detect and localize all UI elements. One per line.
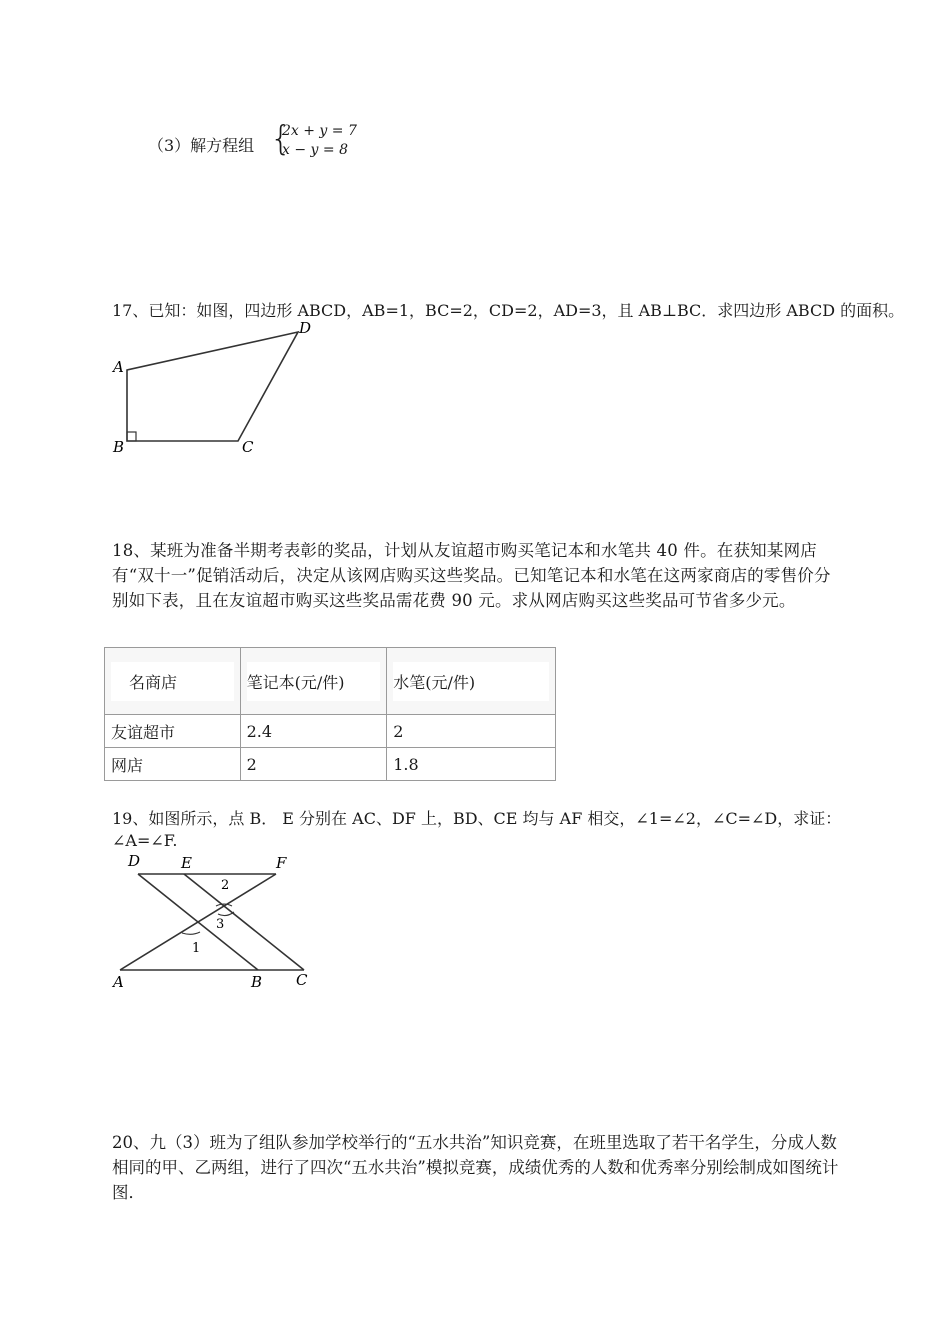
label-angle-2: 2 (221, 878, 230, 893)
question-17-text: 17、已知：如图，四边形 ABCD，AB=1，BC=2，CD=2，AD=3，且 AB⊥BC．求四边形 ABCD 的面积。 (112, 301, 905, 320)
label-a: A (113, 973, 124, 991)
header-notebook: 笔记本(元/件) (240, 648, 387, 715)
equation-2: x − y = 8 (282, 142, 348, 158)
label-f: F (276, 854, 287, 872)
cell-store: 友谊超市 (105, 715, 241, 748)
label-d: D (299, 319, 312, 337)
label-b: B (251, 973, 263, 991)
label-a: A (113, 358, 124, 376)
label-d: D (128, 852, 141, 870)
label-c: C (242, 438, 254, 456)
prices-table (104, 647, 556, 781)
cell-store: 网店 (105, 748, 241, 781)
equation-1: 2x + y = 7 (282, 123, 357, 139)
question-20-text: 20、九（3）班为了组队参加学校举行的“五水共治”知识竞赛，在班里选取了若干名学生，分成人数相同的甲、乙两组，进行了四次“五水共治”模拟竞赛，成绩优秀的人数和优秀率分别绘制成如图统计图． (112, 1133, 839, 1202)
header-pen: 水笔(元/件) (387, 648, 556, 715)
label-angle-1: 1 (192, 941, 201, 956)
q3-label: （3）解方程组 (148, 136, 255, 155)
parallel-lines-figure (108, 850, 328, 995)
label-e: E (181, 854, 192, 872)
quadrilateral-figure (108, 318, 328, 463)
cell-notebook: 2.4 (240, 715, 387, 748)
cell-pen: 1.8 (387, 748, 556, 781)
question-19-text: 19、如图所示，点 B． E 分别在 AC、DF 上，BD、CE 均与 AF 相交，∠1=∠2，∠C=∠D，求证： (112, 809, 842, 828)
question-18-text: 18、某班为准备半期考表彰的奖品，计划从友谊超市购买笔记本和水笔共 40 件。在获知某网店有“双十一”促销活动后，决定从该网店购买这些奖品。已知笔记本和水笔在这两家商店的零售价分别如下表，且在友谊超市购买这些奖品需花费 90 元。求从网店购买这些奖品可节省多少元。 (112, 541, 831, 610)
label-c: C (296, 971, 308, 989)
line-ec (184, 874, 304, 970)
cell-pen: 2 (387, 715, 556, 748)
quadrilateral-abcd (127, 332, 298, 441)
header-store: 名商店 (105, 648, 241, 715)
table-row (105, 748, 556, 781)
table-row (105, 715, 556, 748)
table-header-row (105, 648, 556, 715)
right-angle-mark (127, 432, 136, 441)
label-angle-3: 3 (216, 917, 225, 932)
label-b: B (113, 438, 125, 456)
cell-notebook: 2 (240, 748, 387, 781)
equation-brace: { (270, 119, 292, 159)
angle-1-arc (182, 932, 200, 934)
question-19-conclusion: ∠A=∠F. (112, 831, 178, 850)
